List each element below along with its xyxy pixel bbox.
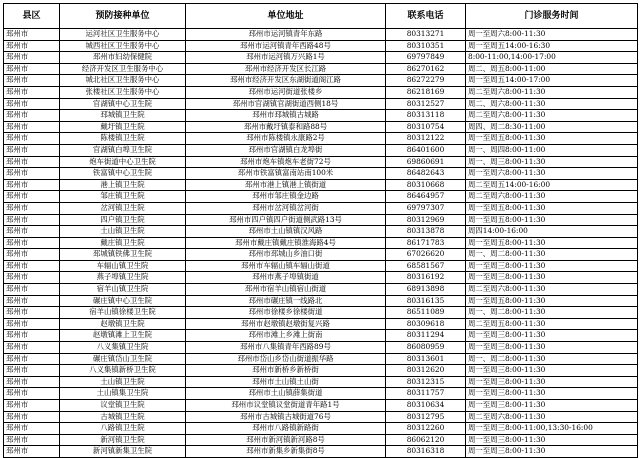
table-row: [4, 144, 638, 156]
unit-cell: 城北社区卫生服务中心: [60, 75, 186, 87]
hours-cell: 周一至周六8:00-11:30: [466, 29, 638, 41]
hours-cell: 周二至周五8:00-11:30: [466, 318, 638, 330]
unit-cell: 燕子埠镇卫生院: [60, 272, 186, 284]
county-cell: 邳州市: [4, 110, 60, 122]
phone-cell: 80313601: [386, 353, 466, 365]
table-row: [4, 365, 638, 377]
address-cell: 邳州市运河镇青年西路48号: [186, 40, 386, 52]
phone-cell: 80316192: [386, 272, 466, 284]
hours-cell: 周一至周三8:00-11:30: [466, 434, 638, 446]
address-cell: 邳州市新集乡新集街8号: [186, 446, 386, 458]
county-cell: 邳州市: [4, 226, 60, 238]
phone-cell: 80312969: [386, 214, 466, 226]
address-cell: 邳州市碾庄镇一线路北: [186, 295, 386, 307]
unit-cell: 八义集镇卫生院: [60, 342, 186, 354]
phone-cell: 80311757: [386, 388, 466, 400]
county-cell: 邳州市: [4, 98, 60, 110]
address-cell: 邳州市港上镇港上镇街道: [186, 179, 386, 191]
address-cell: 邳州市岱山乡岱山街道振华路: [186, 353, 386, 365]
phone-cell: 80316135: [386, 295, 466, 307]
phone-cell: 80313271: [386, 29, 466, 41]
unit-cell: 邳城镇铁佛卫生院: [60, 249, 186, 261]
phone-cell: 80312122: [386, 133, 466, 145]
address-cell: 邳州市官湖镇白龙埠街: [186, 144, 386, 156]
phone-cell: 86401600: [386, 144, 466, 156]
unit-cell: 宿羊山镇卫生院: [60, 284, 186, 296]
county-cell: 邳州市: [4, 249, 60, 261]
county-cell: 邳州市: [4, 330, 60, 342]
hours-cell: 周二、周五8:00-11:00: [466, 63, 638, 75]
hours-cell: 周四、周二8:30-11:00: [466, 121, 638, 133]
county-cell: 邳州市: [4, 75, 60, 87]
address-cell: 邳州市邹庄镇金边路: [186, 191, 386, 203]
unit-cell: 土山镇集卫生院: [60, 388, 186, 400]
hours-cell: 周一至周三8:00-11:30: [466, 365, 638, 377]
address-cell: 邳州市新河镇新河路8号: [186, 434, 386, 446]
table-row: [4, 342, 638, 354]
county-cell: 邳州市: [4, 307, 60, 319]
header-unit-address: 单位地址: [186, 4, 386, 29]
phone-cell: 68913898: [386, 284, 466, 296]
address-cell: 邳州市铁富镇富南站南100米: [186, 168, 386, 180]
county-cell: 邳州市: [4, 272, 60, 284]
unit-cell: 赵墩镇卫生院: [60, 318, 186, 330]
county-cell: 邳州市: [4, 434, 60, 446]
vaccination-sites-table: [3, 3, 638, 458]
hours-cell: 周一至周三8:00-11:30: [466, 400, 638, 412]
address-cell: 邳州市宿羊山镇宿山街道: [186, 284, 386, 296]
unit-cell: 碾庄镇中心卫生院: [60, 295, 186, 307]
unit-cell: 车辐山镇卫生院: [60, 260, 186, 272]
table-row: [4, 307, 638, 319]
county-cell: 邳州市: [4, 29, 60, 41]
county-cell: 邳州市: [4, 400, 60, 412]
table-row: [4, 63, 638, 75]
address-cell: 邳州市土山镇土山街: [186, 376, 386, 388]
table-row: [4, 121, 638, 133]
county-cell: 邳州市: [4, 52, 60, 64]
address-cell: 邳州市赵墩镇赵墩街复兴路: [186, 318, 386, 330]
county-cell: 邳州市: [4, 214, 60, 226]
unit-cell: 八义集镇新桥卫生院: [60, 365, 186, 377]
table-row: [4, 260, 638, 272]
hours-cell: 周一至周五8:00-11:30: [466, 295, 638, 307]
unit-cell: 碾庄镇岱山卫生院: [60, 353, 186, 365]
county-cell: 邳州市: [4, 202, 60, 214]
phone-cell: 69797849: [386, 52, 466, 64]
address-cell: 邳州市运河镇万兴路1号: [186, 52, 386, 64]
table-row: [4, 249, 638, 261]
county-cell: 邳州市: [4, 121, 60, 133]
unit-cell: 岔河镇卫生院: [60, 202, 186, 214]
hours-cell: 周一、周三8:00-11:30: [466, 156, 638, 168]
phone-cell: 68581567: [386, 260, 466, 272]
unit-cell: 官湖镇白埠卫生院: [60, 144, 186, 156]
county-cell: 邳州市: [4, 237, 60, 249]
hours-cell: 周一至周三8:00-11:30: [466, 330, 638, 342]
table-row: [4, 318, 638, 330]
address-cell: 邳州市邳城山乡油口街: [186, 249, 386, 261]
address-cell: 邳州市八集镇青年西路89号: [186, 342, 386, 354]
address-cell: 邳州市经济开发区长江路: [186, 63, 386, 75]
table-row: [4, 179, 638, 191]
table-row: [4, 214, 638, 226]
phone-cell: 80312795: [386, 411, 466, 423]
address-cell: 邳州市土山镇薛集街道: [186, 388, 386, 400]
hours-cell: 周一、周四8:00-11:00: [466, 144, 638, 156]
phone-cell: 69797307: [386, 202, 466, 214]
phone-cell: 80312260: [386, 423, 466, 435]
county-cell: 邳州市: [4, 179, 60, 191]
table-row: [4, 295, 638, 307]
table-row: [4, 446, 638, 458]
unit-cell: 戴庄镇卫生院: [60, 237, 186, 249]
table-row: [4, 284, 638, 296]
address-cell: 邳州市陈楼镇永康路2号: [186, 133, 386, 145]
unit-cell: 张楼社区卫生服务中心: [60, 86, 186, 98]
hours-cell: 周一至周五8:00-11:30: [466, 237, 638, 249]
unit-cell: 赵墩镇滩上卫生院: [60, 330, 186, 342]
table-row: [4, 98, 638, 110]
hours-cell: 周一、周二8:00-11:30: [466, 249, 638, 261]
unit-cell: 新河镇卫生院: [60, 434, 186, 446]
table-row: [4, 133, 638, 145]
hours-cell: 周一至周三8:00-11:30: [466, 446, 638, 458]
address-cell: 邳州市滩上乡滩上街南: [186, 330, 386, 342]
phone-cell: 80316318: [386, 446, 466, 458]
address-cell: 邳州市邳城镇古城路: [186, 110, 386, 122]
phone-cell: 86218169: [386, 86, 466, 98]
address-cell: 邳州市炮车镇炮车老街72号: [186, 156, 386, 168]
county-cell: 邳州市: [4, 376, 60, 388]
table-row: [4, 411, 638, 423]
table-row: [4, 434, 638, 446]
unit-cell: 炮车街道中心卫生院: [60, 156, 186, 168]
county-cell: 邳州市: [4, 168, 60, 180]
hours-cell: 周一、周二8:00-11:30: [466, 307, 638, 319]
phone-cell: 86080959: [386, 342, 466, 354]
table-row: [4, 423, 638, 435]
unit-cell: 陈楼镇卫生院: [60, 133, 186, 145]
county-cell: 邳州市: [4, 423, 60, 435]
hours-cell: 周一至周三8:00-11:30: [466, 260, 638, 272]
unit-cell: 港上镇卫生院: [60, 179, 186, 191]
address-cell: 邳州市戴圩镇泰和路88号: [186, 121, 386, 133]
hours-cell: 周二至周六8:00-11:30: [466, 411, 638, 423]
address-cell: 邳州市新桥乡新桥街: [186, 365, 386, 377]
hours-cell: 周一至周三8:00-11:00,13:30-16:00: [466, 423, 638, 435]
hours-cell: 周一至周三8:00-11:30: [466, 388, 638, 400]
phone-cell: 69860691: [386, 156, 466, 168]
address-cell: 邳州市运河镇青年东路: [186, 29, 386, 41]
unit-cell: 古城镇卫生院: [60, 411, 186, 423]
county-cell: 邳州市: [4, 342, 60, 354]
phone-cell: 80312620: [386, 365, 466, 377]
hours-cell: 周二至周六8:00-11:30: [466, 86, 638, 98]
hours-cell: 8:00-11:00,14:00-17:00: [466, 52, 638, 64]
phone-cell: 80313118: [386, 110, 466, 122]
address-cell: 邳州市议堂镇议堂街道青年路1号: [186, 400, 386, 412]
table-row: [4, 237, 638, 249]
table-header-row: [4, 4, 638, 29]
unit-cell: 运河社区卫生服务中心: [60, 29, 186, 41]
phone-cell: 86464957: [386, 191, 466, 203]
table-row: [4, 29, 638, 41]
unit-cell: 官湖镇中心卫生院: [60, 98, 186, 110]
unit-cell: 邳州市妇幼保健院: [60, 52, 186, 64]
unit-cell: 邳城镇卫生院: [60, 110, 186, 122]
unit-cell: 新河镇新集卫生院: [60, 446, 186, 458]
hours-cell: 周四14:00-16:00: [466, 226, 638, 238]
county-cell: 邳州市: [4, 86, 60, 98]
address-cell: 邳州市土山镇镇汉风路: [186, 226, 386, 238]
unit-cell: 邹庄镇卫生院: [60, 191, 186, 203]
phone-cell: 86270162: [386, 63, 466, 75]
table-row: [4, 272, 638, 284]
county-cell: 邳州市: [4, 295, 60, 307]
unit-cell: 经济开发区卫生服务中心: [60, 63, 186, 75]
county-cell: 邳州市: [4, 365, 60, 377]
header-county: 县区: [4, 4, 60, 29]
table-row: [4, 75, 638, 87]
phone-cell: 86511089: [386, 307, 466, 319]
table-row: [4, 86, 638, 98]
phone-cell: 80310351: [386, 40, 466, 52]
hours-cell: 周一至周五8:00-11:30: [466, 202, 638, 214]
table-row: [4, 191, 638, 203]
phone-cell: 80311294: [386, 330, 466, 342]
address-cell: 邳州市八路镇新路街: [186, 423, 386, 435]
hours-cell: 周一至周五14:00-16:30: [466, 40, 638, 52]
phone-cell: 80312527: [386, 98, 466, 110]
address-cell: 邳州市经济开发区东湖街道阁江路: [186, 75, 386, 87]
unit-cell: 八路镇卫生院: [60, 423, 186, 435]
phone-cell: 86062120: [386, 434, 466, 446]
unit-cell: 宿羊山镇徐楼卫生院: [60, 307, 186, 319]
hours-cell: 周一至周六8:00-11:30: [466, 168, 638, 180]
county-cell: 邳州市: [4, 191, 60, 203]
hours-cell: 周一至周三8:00-11:30: [466, 272, 638, 284]
phone-cell: 80312315: [386, 376, 466, 388]
unit-cell: 土山镇卫生院: [60, 376, 186, 388]
table-row: [4, 400, 638, 412]
hours-cell: 周二至周六8:00-11:30: [466, 191, 638, 203]
phone-cell: 86272279: [386, 75, 466, 87]
unit-cell: 四户镇卫生院: [60, 214, 186, 226]
county-cell: 邳州市: [4, 411, 60, 423]
table-row: [4, 376, 638, 388]
county-cell: 邳州市: [4, 133, 60, 145]
phone-cell: 80309618: [386, 318, 466, 330]
table-row: [4, 110, 638, 122]
address-cell: 邳州市燕子埠镇街道: [186, 272, 386, 284]
address-cell: 邳州市徐楼乡徐楼街道: [186, 307, 386, 319]
county-cell: 邳州市: [4, 284, 60, 296]
phone-cell: 86482643: [386, 168, 466, 180]
county-cell: 邳州市: [4, 40, 60, 52]
table-row: [4, 388, 638, 400]
hours-cell: 周一、周二8:00-11:30: [466, 353, 638, 365]
table-row: [4, 52, 638, 64]
hours-cell: 周一至周五14:00-17:00: [466, 75, 638, 87]
phone-cell: 80310634: [386, 400, 466, 412]
phone-cell: 80310668: [386, 179, 466, 191]
county-cell: 邳州市: [4, 144, 60, 156]
phone-cell: 80313878: [386, 226, 466, 238]
hours-cell: 周二、周六8:00-11:30: [466, 98, 638, 110]
address-cell: 邳州市岔河镇岔河街: [186, 202, 386, 214]
table-row: [4, 353, 638, 365]
hours-cell: 周一至周三8:00-11:30: [466, 376, 638, 388]
county-cell: 邳州市: [4, 63, 60, 75]
address-cell: 邳州市官湖镇官湖街道西侧18号: [186, 98, 386, 110]
hours-cell: 周二至周六8:00-11:30: [466, 110, 638, 122]
unit-cell: 城西社区卫生服务中心: [60, 40, 186, 52]
hours-cell: 周一至周五8:00-11:30: [466, 214, 638, 226]
county-cell: 邳州市: [4, 318, 60, 330]
phone-cell: 80310754: [386, 121, 466, 133]
table-row: [4, 156, 638, 168]
table-row: [4, 168, 638, 180]
address-cell: 邳州市车辐山镇车辐山街道: [186, 260, 386, 272]
hours-cell: 周二至周六8:00-11:30: [466, 284, 638, 296]
header-contact-phone: 联系电话: [386, 4, 466, 29]
table-row: [4, 40, 638, 52]
table-row: [4, 226, 638, 238]
header-clinic-hours: 门诊服务时间: [466, 4, 638, 29]
address-cell: 邳州市古城镇古城街道76号: [186, 411, 386, 423]
county-cell: 邳州市: [4, 388, 60, 400]
address-cell: 邳州市四户镇四户街道侧武路13号: [186, 214, 386, 226]
unit-cell: 土山镇卫生院: [60, 226, 186, 238]
hours-cell: 周二至周五14:00-16:00: [466, 179, 638, 191]
table-row: [4, 202, 638, 214]
county-cell: 邳州市: [4, 260, 60, 272]
hours-cell: 周一至周三8:00-11:30: [466, 342, 638, 354]
phone-cell: 67026620: [386, 249, 466, 261]
address-cell: 邳州市运河街道张楼乡: [186, 86, 386, 98]
phone-cell: 86171783: [386, 237, 466, 249]
county-cell: 邳州市: [4, 353, 60, 365]
table-body: [4, 29, 638, 458]
address-cell: 邳州市戴庄镇戴庄镇淮海路4号: [186, 237, 386, 249]
county-cell: 邳州市: [4, 156, 60, 168]
unit-cell: 铁富镇中心卫生院: [60, 168, 186, 180]
header-vaccination-unit: 预防接种单位: [60, 4, 186, 29]
table-row: [4, 330, 638, 342]
hours-cell: 周一至周五8:00-11:30: [466, 133, 638, 145]
county-cell: 邳州市: [4, 446, 60, 458]
unit-cell: 议堂镇卫生院: [60, 400, 186, 412]
unit-cell: 戴圩镇卫生院: [60, 121, 186, 133]
